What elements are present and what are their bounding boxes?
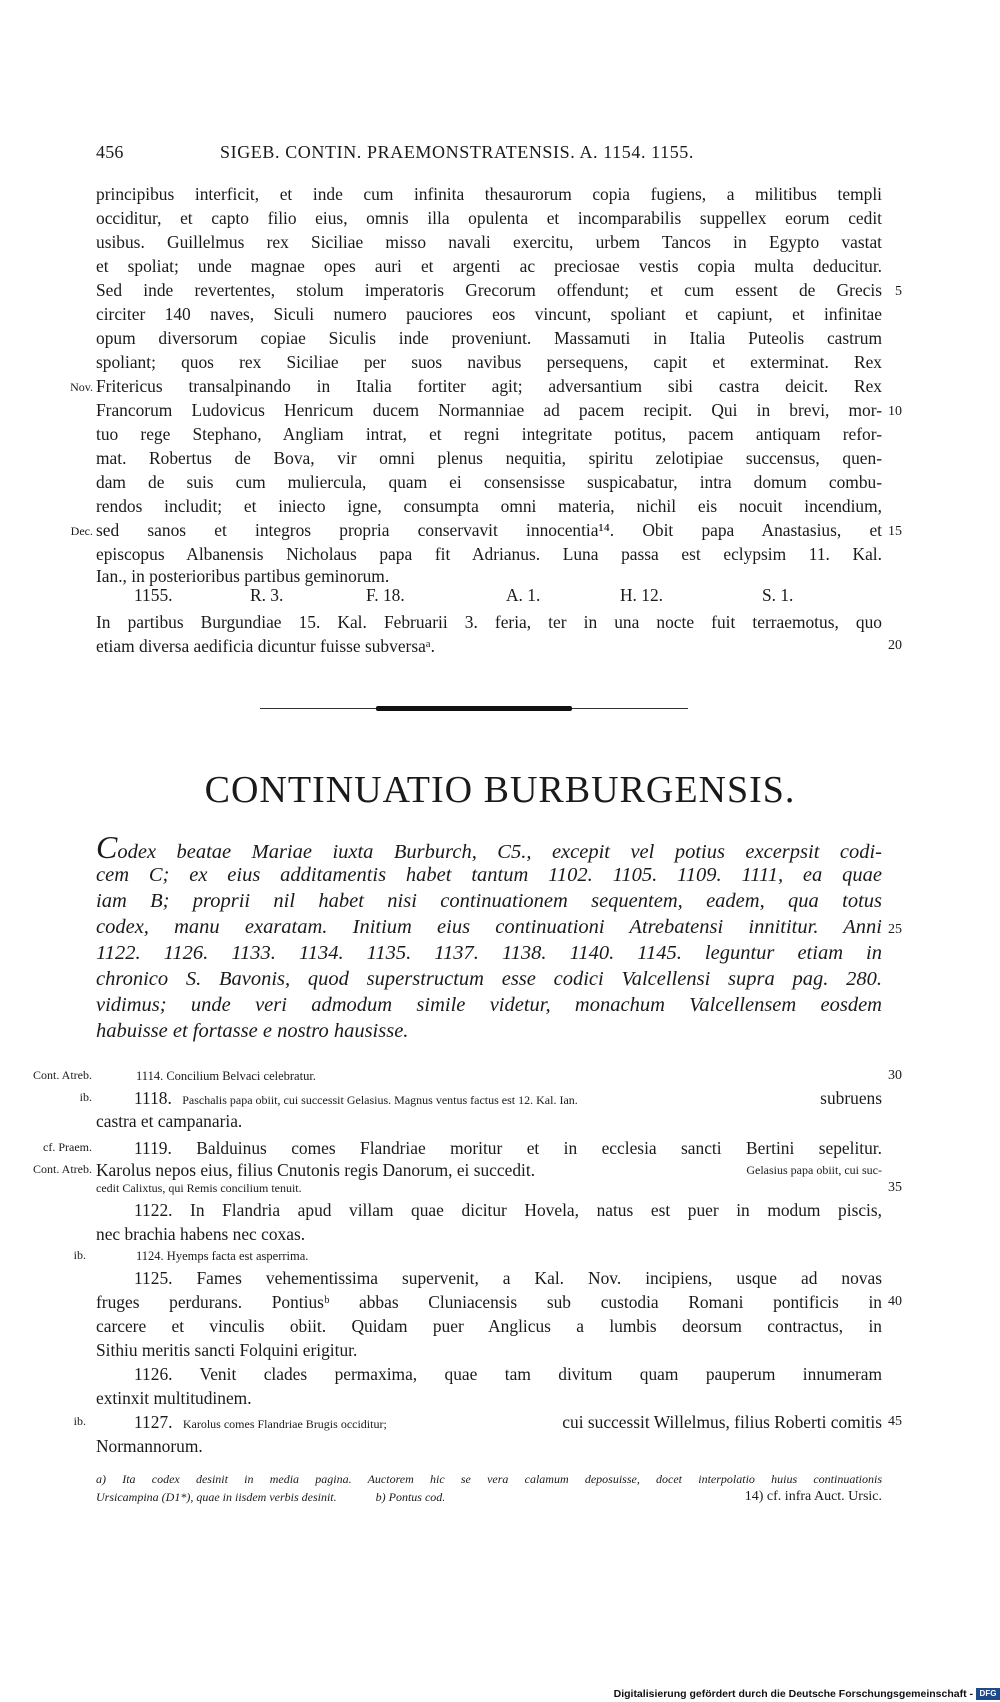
intro-line: chronico S. Bavonis, quod superstructum esse codici Valcellensi supra pag. 280. bbox=[96, 968, 882, 990]
text-line: rendos includit; et iniecto igne, consumpta omni materia, nichil eis nocuit incendium, bbox=[96, 496, 882, 516]
entry-1114: 1114. Concilium Belvaci celebratur. bbox=[136, 1069, 316, 1083]
year-cell: S. 1. bbox=[762, 585, 794, 605]
margin-note: Nov. bbox=[70, 380, 93, 394]
text-line: usibus. Guillelmus rex Siciliae misso navali exercitu, urbem Tancos in Egypto vastat bbox=[96, 232, 882, 252]
credit-text: Digitalisierung gefördert durch die Deutsche Forschungsgemeinschaft - bbox=[613, 1688, 973, 1700]
text-line: Francorum Ludovicus Henricum ducem Normanniae ad pacem recipit. Qui in brevi, mor- bbox=[96, 400, 882, 420]
text-line: Ian., in posterioribus partibus geminorum. bbox=[96, 566, 390, 586]
intro-line: codex, manu exaratam. Initium eius continuationi Atrebatensi innititur. Anni bbox=[96, 916, 882, 938]
entry-year: 1127. bbox=[134, 1412, 173, 1432]
running-header bbox=[96, 142, 882, 164]
entry-1122: 1122. In Flandria apud villam quae dicitur Hovela, natus est puer in modum piscis, bbox=[134, 1200, 882, 1220]
entry-small-text: Paschalis papa obiit, cui successit Gelasius. Magnus ventus factus est 12. Kal. Ian. bbox=[182, 1093, 578, 1107]
margin-note: ib. bbox=[73, 1414, 86, 1428]
text-line: circiter 140 naves, Siculi numero pauciores eos vincunt, spoliant et capiunt, et infinitae bbox=[96, 304, 882, 324]
text-line: sed sanos et integros propria conservavit innocentia¹⁴. Obit papa Anastasius, et bbox=[96, 520, 882, 540]
year-cell: H. 12. bbox=[620, 585, 663, 605]
entry-small-line: cedit Calixtus, qui Remis concilium tenuit. bbox=[96, 1181, 302, 1195]
text-line: In partibus Burgundiae 15. Kal. Februarii 3. feria, ter in una nocte fuit terraemotus, quo bbox=[96, 612, 882, 632]
intro-line: habuisse et fortasse e nostro hausisse. bbox=[96, 1020, 409, 1042]
entry-1119: 1119. Balduinus comes Flandriae moritur et in ecclesia sancti Bertini sepelitur. bbox=[134, 1138, 882, 1158]
entry-1126: 1126. Venit clades permaxima, quae tam divitum quam pauperum innumeram bbox=[134, 1364, 882, 1384]
year-cell: 1155. bbox=[134, 585, 173, 605]
digitization-credit bbox=[614, 1686, 1000, 1702]
line-number: 30 bbox=[888, 1068, 902, 1083]
page-number: 456 bbox=[96, 142, 124, 162]
intro-line: 1122. 1126. 1133. 1134. 1135. 1137. 1138. 1140. 1145. leguntur etiam in bbox=[96, 942, 882, 964]
footnote-line bbox=[96, 1488, 882, 1506]
line-number: 45 bbox=[888, 1414, 902, 1429]
text-line: Sithiu meritis sancti Folquini erigitur. bbox=[96, 1340, 358, 1360]
entry-text: subruens bbox=[820, 1088, 882, 1108]
text-line: Fritericus transalpinando in Italia fortiter agit; adversantium sibi castra deicit. Rex bbox=[96, 376, 882, 396]
intro-line: cem C; ex eius additamentis habet tantum 1102. 1105. 1109. 1111, ea quae bbox=[96, 864, 882, 886]
line-number: 15 bbox=[888, 524, 902, 539]
text-line: castra et campanaria. bbox=[96, 1111, 243, 1131]
line-number: 20 bbox=[888, 638, 902, 653]
intro-line: iam B; proprii nil habet nisi continuationem sequentem, eadem, qua totus bbox=[96, 890, 882, 912]
entry-text: cui successit Willelmus, filius Roberti comitis bbox=[562, 1412, 882, 1432]
text-line: fruges perdurans. Pontiusᵇ abbas Cluniacensis sub custodia Romani pontificis in bbox=[96, 1292, 882, 1312]
entry-small-text: Gelasius papa obiit, cui suc- bbox=[746, 1163, 882, 1177]
margin-note: Cont. Atreb. bbox=[33, 1068, 92, 1082]
footnote-line: a) Ita codex desinit in media pagina. Auctorem hic se vera calamum deposuisse, docet interpolatio huius continuationis bbox=[96, 1472, 882, 1486]
text-line: nec brachia habens nec coxas. bbox=[96, 1224, 306, 1244]
intro-line-text: odex beatae Mariae iuxta Burburch, C5., excepit vel potius excerpsit codi- bbox=[117, 841, 882, 863]
margin-note: ib. bbox=[73, 1248, 86, 1262]
running-title: SIGEB. CONTIN. PRAEMONSTRATENSIS. A. 1154. 1155. bbox=[220, 142, 695, 162]
year-cell: A. 1. bbox=[506, 585, 541, 605]
entry-1118 bbox=[134, 1086, 882, 1110]
text-line: carcere et vinculis obiit. Quidam puer Anglicus a lumbis deorsum contractus, in bbox=[96, 1316, 882, 1336]
footnote-text: 14) cf. infra Auct. Ursic. bbox=[744, 1489, 882, 1504]
text-line: extinxit multitudinem. bbox=[96, 1388, 252, 1408]
entry-1127 bbox=[134, 1410, 882, 1434]
drop-initial: C bbox=[96, 829, 118, 865]
text-line: etiam diversa aedificia dicuntur fuisse subversaᵃ. bbox=[96, 636, 435, 656]
text-line: et spoliat; unde magnae opes auri et argenti ac preciosae vestis copia multa deducitur. bbox=[96, 256, 882, 276]
margin-note: cf. Praem. bbox=[43, 1140, 92, 1154]
footnote-text: b) Pontus cod. bbox=[375, 1490, 446, 1504]
line-number: 10 bbox=[888, 404, 902, 419]
entry-1124: 1124. Hyemps facta est asperrima. bbox=[136, 1249, 309, 1263]
intro-line bbox=[96, 829, 882, 865]
text-line: Sed inde revertentes, stolum imperatoris Grecorum offendunt; et cum essent de Grecis bbox=[96, 280, 882, 300]
text-line: spoliant; quos rex Siciliae per suos navibus persequens, capit et exterminat. Rex bbox=[96, 352, 882, 372]
text-line: mat. Robertus de Bova, vir omni plenus nequitia, spiritu zelotipiae succensus, quen- bbox=[96, 448, 882, 468]
footnote-text: Ursicampina (D1*), quae in iisdem verbis desinit. bbox=[96, 1490, 337, 1504]
text-line: dam de suis cum muliercula, quam ei consensisse suspicabatur, intra domum combu- bbox=[96, 472, 882, 492]
text-line: Normannorum. bbox=[96, 1436, 203, 1456]
entry-text: Karolus nepos eius, filius Cnutonis regis Danorum, ei succedit. bbox=[96, 1160, 536, 1180]
divider-rule-thick bbox=[376, 706, 572, 711]
margin-note: Cont. Atreb. bbox=[33, 1162, 92, 1176]
line-number: 35 bbox=[888, 1180, 902, 1195]
text-line: opum diversorum copiae Siculis inde proveniunt. Massamuti in Italia Puteolis castrum bbox=[96, 328, 882, 348]
line-number: 40 bbox=[888, 1294, 902, 1309]
entry-year: 1118. bbox=[134, 1088, 172, 1108]
line-number: 25 bbox=[888, 922, 902, 937]
margin-note: Dec. bbox=[70, 524, 93, 538]
margin-note: ib. bbox=[79, 1090, 92, 1104]
text-line: principibus interficit, et inde cum infinita thesaurorum copia fugiens, a militibus templi bbox=[96, 184, 882, 204]
text-line: episcopus Albanensis Nicholaus papa fit Adrianus. Luna passa est eclypsim 11. Kal. bbox=[96, 544, 882, 564]
text-line: occiditur, et capto filio eius, omnis illa opulenta et incomparabilis suppellex eorum cedit bbox=[96, 208, 882, 228]
year-row bbox=[0, 585, 1000, 609]
entry-1125: 1125. Fames vehementissima supervenit, a Kal. Nov. incipiens, usque ad novas bbox=[134, 1268, 882, 1288]
dfg-logo: DFG bbox=[976, 1688, 1000, 1700]
year-cell: R. 3. bbox=[250, 585, 284, 605]
year-cell: F. 18. bbox=[366, 585, 405, 605]
entry-small-text: Karolus comes Flandriae Brugis occiditur; bbox=[182, 1417, 387, 1431]
line-number: 5 bbox=[895, 284, 902, 299]
intro-line: vidimus; unde veri admodum simile videtur, monachum Valcellensem eosdem bbox=[96, 994, 882, 1016]
section-title: CONTINUATIO BURBURGENSIS. bbox=[204, 769, 796, 811]
text-line: tuo rege Stephano, Angliam intrat, et regni integritate potitus, pacem antiquam refor- bbox=[96, 424, 882, 444]
